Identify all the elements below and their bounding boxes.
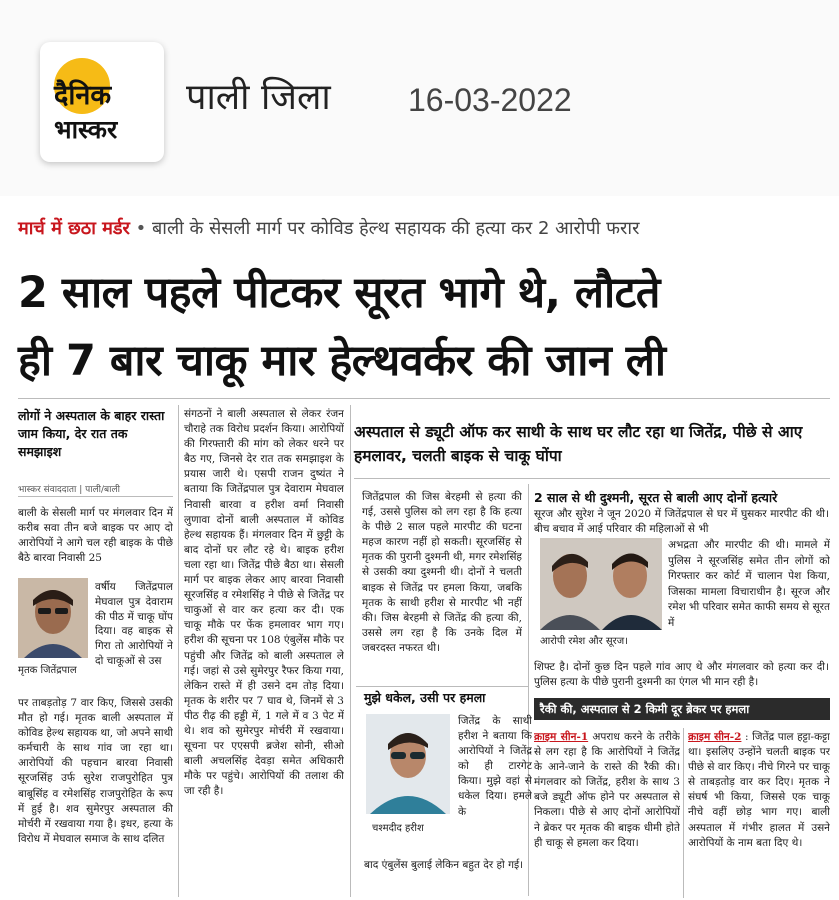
column-divider-2 xyxy=(350,405,351,897)
dainik-bhaskar-logo xyxy=(40,42,164,162)
crime-scene-1-text xyxy=(534,730,680,898)
headline-divider xyxy=(18,398,830,399)
column1-subhead: लोगों ने अस्पताल के बाहर रास्ता जाम किया, देर रात तक समझाइश xyxy=(18,408,165,459)
kicker-text: बाली के सेसली मार्ग पर कोविड हेल्थ सहायक की हत्या कर 2 आरोपी फरार xyxy=(152,218,640,239)
publication-date: 16-03-2022 xyxy=(408,82,572,118)
column1-body: पर ताबड़तोड़ 7 वार किए, जिससे उसकी मौत हो गई। मृतक बाली अस्पताल में कोविड हेल्थ सहायक था, जो अपने साथी कर्मचारी के साथ गांव जा रहा था। आरोपियों की पहचान बारवा निवासी सूरजसिंह उर्फ सुरेश राजपुरोहित पुत्र बाबूसिंह व रमेशसिंह राजपुरोहित के रूप में हुई है। शव सुमेरपुर अस्पताल की मोर्चरी में रखवाया गया है। इधर, हत्या के विरोध में मेघवाल समाज के साथ दलित xyxy=(18,697,173,845)
column-divider-4 xyxy=(683,728,684,898)
enmity-text-top: सूरज और सुरेश ने जून 2020 में जितेंद्रपाल से घर में घुसकर मारपीट की थी। बीच बचाव में आई परिवार की महिलाओं से भी xyxy=(534,508,829,536)
column1-side-text: वर्षीय जितेंद्रपाल मेघवाल पुत्र देवाराम की पीठ में चाकू घोंप दिया। वह बाइक से गिरा तो आरोपियों ने दो चाकूओं से उस xyxy=(95,581,173,667)
enmity-text-right: अभद्रता और मारपीट की थी। मामले में पुलिस ने सूरजसिंह समेत तीन लोगों को गिरफ्तार कर कोर्ट में चालान पेश किया, जिसका मामला विचाराधीन है। सूरज और रमेश भी परिवार समेत काफी समय से सूरत में xyxy=(668,539,830,629)
column2-body: संगठनों ने बाली अस्पताल से लेकर रंजन चौराहे तक विरोध प्रदर्शन किया। आरोपियों की गिरफ्तारी की मांग को लेकर धरने पर बैठ गए, जिनसे देर रात तक समझाइश के प्रयास जारी थे। एसपी राजन दुष्यंत ने बताया कि जितेंद्रपाल पुत्र देवाराम मेघवाल निवासी बारवा व हरीश वर्मा निवासी लुणावा दोनों बाली अस्पताल में कोविड हेल्थ सहायक हैं। मंगलवार दिन में छुट्टी के बाद दोनों घर लौट रहे थे। बाइक हरीश चला रहा था। जितेंद्र पीछे बैठा था। सेसली मार्ग पर बाइक लेकर आए बारवा निवासी सूरजसिंह व रमेशसिंह ने पीछे से जितेंद्र पर चाकुओं से वार कर हत्या कर दी। एक चाकू मौके पर फेंक हमलावर भाग गए। हरीश की सूचना पर 108 एंबुलेंस मौके पर पहुंची और जितेंद्र को बाली अस्पताल ले गई। जहां से उसे सुमेरपुर रैफर किया गया, लेकिन रास्ते में ही उसने दम तोड़ दिया। मृतक के शरीर पर 7 घाव थे, जिनमें से 3 पीठ रीढ़ की हड्डी में, 1 गले में व 3 पेट में थे। शव को सुमेरपुर मोर्चरी में रखवाया। सूचना पर एएसपी ब्रजेश सोनी, सीओ बाली अचलसिंह देवड़ा समेत अधिकारी मौके पर पहुंचे। आरोपियों की तलाश की जा रही है। xyxy=(184,408,344,798)
recce-banner: रैकी की, अस्पताल से 2 किमी दूर ब्रेकर पर हमला xyxy=(534,698,830,720)
headline-line-2: ही 7 बार चाकू मार हेल्थवर्कर की जान ली xyxy=(18,336,666,386)
column-divider-1 xyxy=(178,405,179,897)
crime-scene-2-text xyxy=(688,730,830,898)
crime-scene-2-label: क्राइम सीन-2 xyxy=(688,731,742,743)
column1-intro: बाली के सेसली मार्ग पर मंगलवार दिन में करीब सवा तीन बजे बाइक पर आए दो आरोपियों ने आगे चल रही बाइक के पीछे बैठे बारवा निवासी 25 xyxy=(18,507,173,565)
crime-scene-1-body: अपराध करने के तरीके से लग रहा है कि आरोपियों ने जितेंद्र के आने-जाने के रास्ते की रैकी की। मंगलवार को जितेंद्र, हरीश के साथ 3 बजे ड्यूटी ऑफ होने पर अस्पताल से निकला। पीछे से आए दोनों आरोपियों ने ब्रेकर पर मृतक की बाइक धीमी होते ही चाकू से हमला कर दिया। xyxy=(534,731,680,849)
witness-box-divider xyxy=(356,686,528,687)
subhead-divider xyxy=(354,478,830,479)
witness-side-text: जितेंद्र के साथी हरीश ने बताया कि आरोपियों ने जितेंद्र को ही टारगेट किया। मुझे वहां से धकेल दिया। हमले के xyxy=(458,715,532,818)
crime-scene-1-label: क्राइम सीन-1 xyxy=(534,731,589,743)
dateline-divider xyxy=(18,496,173,497)
crime-scene-2-body: : जितेंद्र पाल हट्टा-कट्टा था। इसलिए उन्होंने चलती बाइक पर पीछे से वार किए। नीचे गिरने पर चाकू से ताबड़तोड़ वार कर दिए। मृतक ने संघर्ष भी किया, जिससे एक चाकू नीचे वहीं छोड़ भाग गए। बाली अस्पताल में गंभीर हालत में उसने आरोपियों के नाम बता दिए थे। xyxy=(688,731,830,849)
logo-text-line1: दैनिक xyxy=(54,80,112,111)
enmity-text-bottom: शिफ्ट है। दोनों कुछ दिन पहले गांव आए थे और मंगलवार को हत्या कर दी। पुलिस हत्या के पीछे पुरानी दुश्मनी का एंगल भी मान रही है। xyxy=(534,661,829,689)
edition-name: पाली जिला xyxy=(186,77,331,118)
masthead-bar xyxy=(0,0,839,196)
dateline: भास्कर संवाददाता | पाली/बाली xyxy=(18,485,120,495)
victim-photo-caption: मृतक जितेंद्रपाल xyxy=(18,665,77,676)
accused-photos xyxy=(540,538,662,630)
victim-photo xyxy=(18,578,88,658)
witness-photo-caption: चश्मदीद हरीश xyxy=(372,823,424,834)
witness-bottom-text: बाद एंबुलेंस बुलाई लेकिन बहुत देर हो गई। xyxy=(364,859,524,871)
kicker-line xyxy=(18,220,828,238)
main-subheadline: अस्पताल से ड्यूटी ऑफ कर साथी के साथ घर लौट रहा था जितेंद्र, पीछे से आए हमलावर, चलती बाइक से चाकू घोंपा xyxy=(354,423,803,465)
headline-line-1: 2 साल पहले पीटकर सूरत भागे थे, लौटते xyxy=(18,268,660,318)
accused-photo-caption: आरोपी रमेश और सूरज। xyxy=(540,636,628,647)
enmity-subheadline: 2 साल से थी दुश्मनी, सूरत से बाली आए दोनों हत्यारे xyxy=(534,490,778,505)
kicker-label: मार्च में छठा मर्डर xyxy=(18,218,130,239)
column3-body: जितेंद्रपाल की जिस बेरहमी से हत्या की गई, उससे पुलिस को लग रहा है कि हत्या के पीछे 2 साल पहले मारपीट की घटना महज कारण नहीं हो सकती। सूरजसिंह से मृतक की पुरानी दुश्मनी थी, मगर रमेशसिंह से उसकी क्या दुश्मनी थी। दोनों ने चलती बाइक से जितेंद्र पर हमला किया, जबकि मृतक के साथी हरीश से मारपीट भी नहीं की। जिस बेरहमी से जितेंद्र की हत्या की, उससे लग रहा है कि उनके दिल में जबरदस्त नफरत थी। xyxy=(362,491,522,654)
witness-photo xyxy=(366,714,450,814)
logo-text-line2: भास्कर xyxy=(54,115,118,144)
witness-subheadline: मुझे धकेल, उसी पर हमला xyxy=(364,690,486,705)
kicker-separator: • xyxy=(135,218,147,239)
